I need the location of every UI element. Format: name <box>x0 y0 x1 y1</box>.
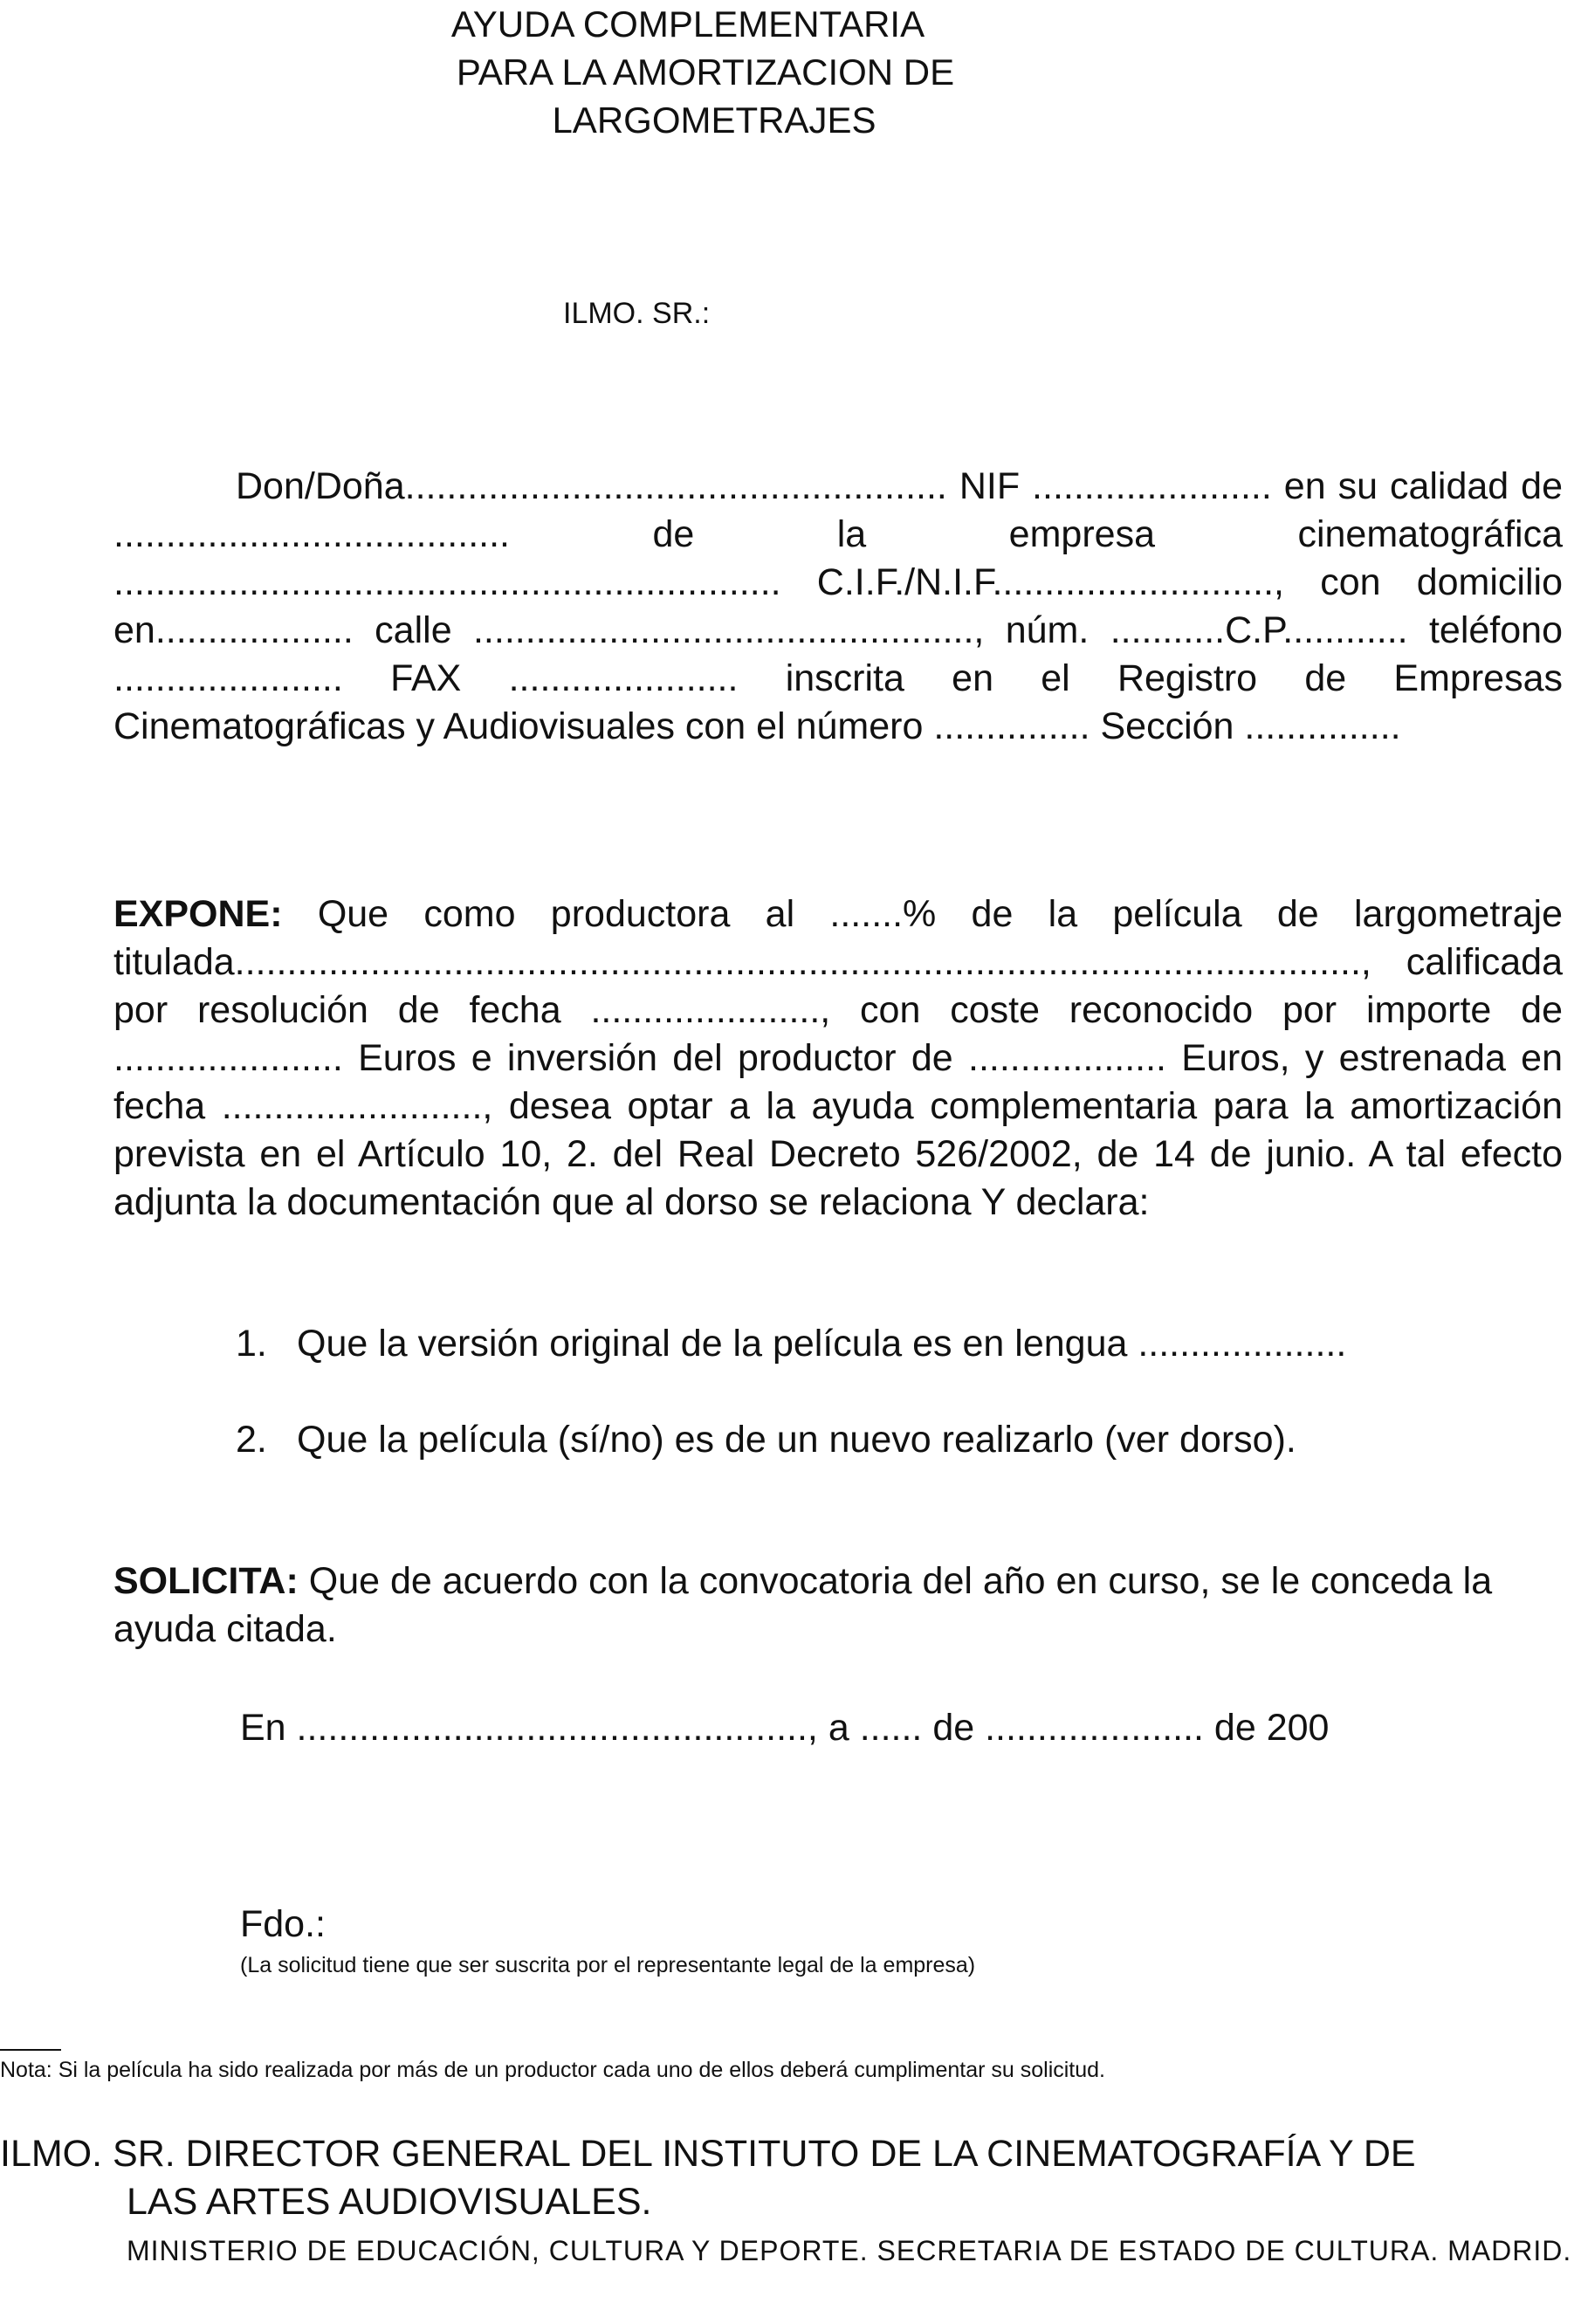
expone-label: EXPONE: <box>113 893 283 935</box>
place-date-line: En ................................................., a ...... de ..................... de 200 <box>240 1707 1330 1749</box>
document-title <box>0 0 1581 144</box>
footnote-divider <box>0 2049 61 2051</box>
addressee-line-1: ILMO. SR. DIRECTOR GENERAL DEL INSTITUTO DE LA CINEMATOGRAFÍA Y DE <box>0 2133 1416 2175</box>
declaration-number: 2. <box>236 1419 267 1461</box>
footnote: Nota: Si la película ha sido realizada por más de un productor cada uno de ellos deberá cumplimentar su solicitud. <box>0 2058 1106 2082</box>
addressee <box>0 2130 1571 2226</box>
declaration-item <box>236 1320 1346 1368</box>
title-line-1: AYUDA COMPLEMENTARIA <box>450 3 925 45</box>
signature-note: (La solicitud tiene que ser suscrita por el representante legal de la empresa) <box>240 1953 976 1977</box>
addressee-line-2: LAS ARTES AUDIOVISUALES. <box>127 2181 652 2223</box>
salutation: ILMO. SR.: <box>563 297 711 330</box>
expone-text: Que como productora al .......% de la película de largometraje titulada............................................................................................................, calificada por resolución de fecha ......................, con coste reconocido por importe de ...................... Euros e inversión del productor de ................... Euros, y estrenada en fecha ........................., desea optar a la ayuda complementaria para la amortización prevista en el Artículo 10, 2. del Real Decreto 526/2002, de 14 de junio. A tal efecto adjunta la documentación que al dorso se relaciona Y declara: <box>113 893 1563 1223</box>
solicita-text: Que de acuerdo con la convocatoria del año en curso, se le conceda la ayuda citada. <box>113 1560 1493 1650</box>
ministry-line: MINISTERIO DE EDUCACIÓN, CULTURA Y DEPORTE. SECRETARIA DE ESTADO DE CULTURA. MADRID. <box>127 2235 1572 2266</box>
declaration-item <box>236 1416 1296 1464</box>
declaration-text: Que la película (sí/no) es de un nuevo realizarlo (ver dorso). <box>297 1419 1296 1461</box>
declaration-text: Que la versión original de la película es en lengua .................... <box>297 1323 1347 1365</box>
title-line-2: PARA LA AMORTIZACION DE <box>456 52 955 93</box>
solicita-label: SOLICITA: <box>113 1560 299 1602</box>
signature-label: Fdo.: <box>240 1903 326 1945</box>
applicant-details-paragraph: Don/Doña.................................................... NIF ....................... en su calidad de ...................................... de la empresa cinematográfica ................................................................ C.I.F./N.I.F..........................., con domicilio en................... calle ................................................, núm. ...........C.P............ teléfono ...................... FAX ...................... inscrita en el Registro de Empresas Cinematográficas y Audiovisuales con el número ............... Sección ............... <box>113 465 1563 747</box>
expone-paragraph <box>113 890 1563 1227</box>
declaration-number: 1. <box>236 1323 267 1365</box>
title-line-3: LARGOMETRAJES <box>552 100 876 141</box>
solicita-paragraph <box>113 1557 1563 1654</box>
